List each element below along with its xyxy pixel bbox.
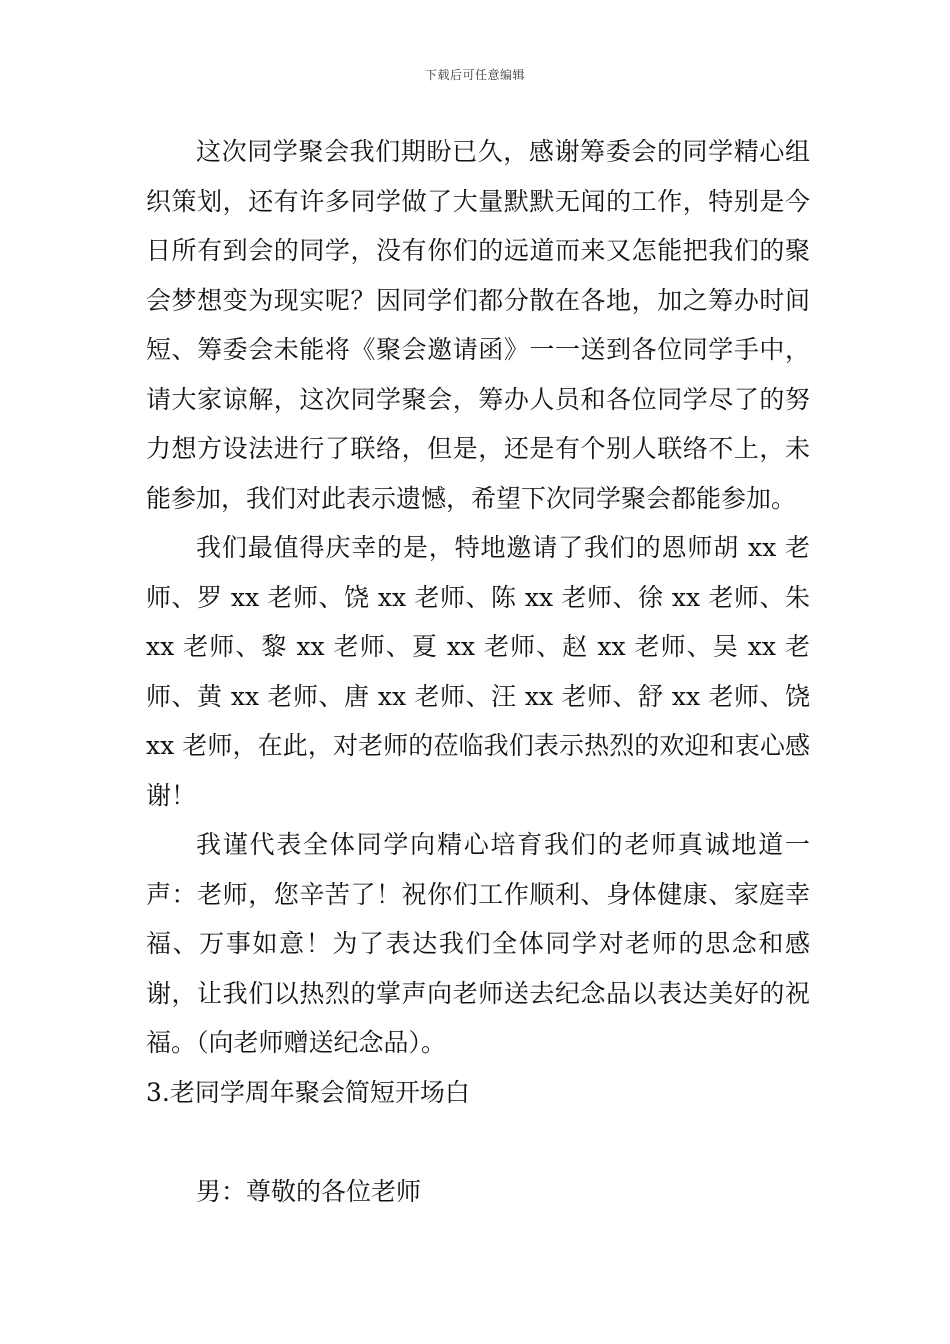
section-heading: 3.老同学周年聚会简短开场白 — [146, 1077, 470, 1107]
page-header-note: 下载后可任意编辑 — [424, 68, 525, 82]
document-body — [146, 127, 810, 1216]
paragraph-gratitude: 这次同学聚会我们期盼已久，感谢筹委会的同学精心组织策划，还有许多同学做了大量默默无闻的工作，特别是今日所有到会的同学，没有你们的远道而来又怎能把我们的聚会梦想变为现实呢？因同学们都分散在各地，加之筹办时间短、筹委会未能将《聚会邀请函》一一送到各位同学手中，请大家谅解，这次同学聚会，筹办人员和各位同学尽了的努力想方设法进行了联络，但是，还是有个别人联络不上，未能参加，我们对此表示遗憾，希望下次同学聚会都能参加。 — [146, 137, 810, 513]
blank-line — [146, 1117, 810, 1167]
paragraph-teachers-welcome: 我们最值得庆幸的是，特地邀请了我们的恩师胡 xx 老师、罗 xx 老师、饶 xx 老师、陈 xx 老师、徐 xx 老师、朱 xx 老师、黎 xx 老师、夏 xx 老师、赵 xx 老师、吴 xx 老师、黄 xx 老师、唐 xx 老师、汪 xx 老师、舒 xx 老师、饶 xx 老师，在此，对老师的莅临我们表示热烈的欢迎和衷心感谢！ — [146, 533, 810, 810]
paragraph-thanks-teachers: 我谨代表全体同学向精心培育我们的老师真诚地道一声：老师，您辛苦了！祝你们工作顺利、身体健康、家庭幸福、万事如意！为了表达我们全体同学对老师的思念和感谢，让我们以热烈的掌声向老师送去纪念品以表达美好的祝福。（向老师赠送纪念品）。 — [146, 830, 810, 1057]
paragraph-opening-address: 男：尊敬的各位老师 — [196, 1176, 422, 1206]
